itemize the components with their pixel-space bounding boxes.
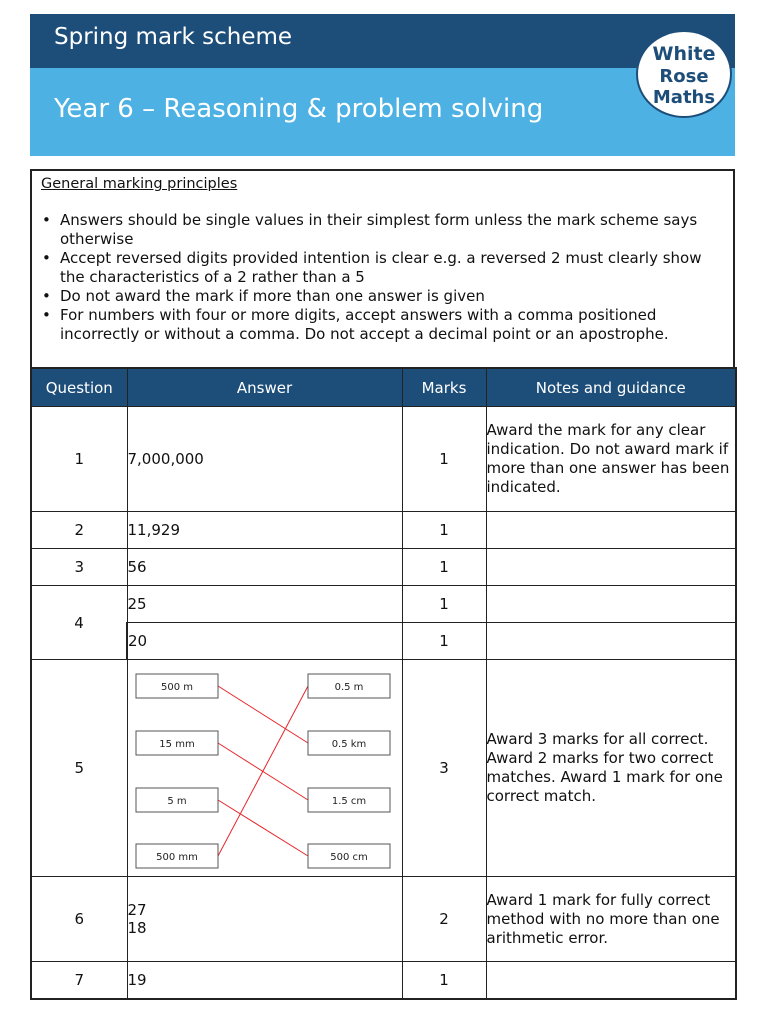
col-header-question: Question xyxy=(31,368,127,407)
marks-cell: 3 xyxy=(402,660,486,877)
marks-cell: 1 xyxy=(402,623,486,660)
logo-line-3: Maths xyxy=(652,87,716,108)
matching-diagram xyxy=(128,661,403,876)
question-number: 1 xyxy=(31,407,127,512)
question-number: 5 xyxy=(31,660,127,877)
table-row xyxy=(31,407,736,512)
page-subtitle: Year 6 – Reasoning & problem solving xyxy=(54,94,544,124)
right-box-label: 500 cm xyxy=(329,851,368,863)
logo-line-1: White xyxy=(652,43,716,65)
table-row xyxy=(31,660,736,877)
notes-cell xyxy=(486,549,736,586)
answer-cell: 11,929 xyxy=(127,512,402,549)
notes-cell: Award 3 marks for all correct. Award 2 marks for two correct matches. Award 1 mark for one correct match. xyxy=(486,660,736,877)
question-number: 4 xyxy=(31,586,127,660)
answer-cell xyxy=(127,877,402,962)
question-number: 2 xyxy=(31,512,127,549)
right-box-label: 0.5 km xyxy=(331,738,366,750)
principles-list xyxy=(40,211,724,344)
table-row xyxy=(31,962,736,999)
question-number: 7 xyxy=(31,962,127,999)
right-box-label: 0.5 m xyxy=(334,681,363,693)
answer-line-2: 18 xyxy=(127,919,147,937)
match-line xyxy=(218,686,308,856)
notes-cell xyxy=(486,623,736,660)
principle-item: • Do not award the mark if more than one answer is given xyxy=(40,287,724,306)
principle-item: • Accept reversed digits provided intention is clear e.g. a reversed 2 must clearly show the characteristics of a 2 rather than a 5 xyxy=(40,249,724,287)
answer-cell: 20 xyxy=(127,623,402,660)
mark-scheme-table xyxy=(30,367,737,1000)
white-rose-maths-logo xyxy=(636,30,732,118)
answer-cell: 7,000,000 xyxy=(127,407,402,512)
marks-cell: 1 xyxy=(402,549,486,586)
principle-item: • Answers should be single values in their simplest form unless the mark scheme says otherwise xyxy=(40,211,724,249)
notes-cell: Award 1 mark for fully correct method with no more than one arithmetic error. xyxy=(486,877,736,962)
marks-cell: 1 xyxy=(402,962,486,999)
principle-item: • For numbers with four or more digits, accept answers with a comma positioned incorrectly or without a comma. Do not accept a decimal point or an apostrophe. xyxy=(40,306,724,344)
answer-cell: 19 xyxy=(127,962,402,999)
principles-title: General marking principles xyxy=(41,176,238,192)
answer-cell: 56 xyxy=(127,549,402,586)
page-title: Spring mark scheme xyxy=(54,24,293,50)
marks-cell: 1 xyxy=(402,586,486,623)
table-row xyxy=(31,512,736,549)
marks-cell: 2 xyxy=(402,877,486,962)
table-row xyxy=(31,623,736,660)
col-header-notes: Notes and guidance xyxy=(486,368,736,407)
question-number: 3 xyxy=(31,549,127,586)
col-header-answer: Answer xyxy=(127,368,402,407)
right-box-label: 1.5 cm xyxy=(331,795,366,807)
left-box-label: 500 m xyxy=(160,681,193,693)
notes-cell: Award the mark for any clear indication. Do not award mark if more than one answer has been indicated. xyxy=(486,407,736,512)
match-line xyxy=(218,686,308,743)
marks-cell: 1 xyxy=(402,407,486,512)
notes-cell xyxy=(486,586,736,623)
logo-line-2: Rose xyxy=(659,66,709,87)
table-row xyxy=(31,549,736,586)
table-row xyxy=(31,877,736,962)
question-number: 6 xyxy=(31,877,127,962)
match-line xyxy=(218,800,308,856)
answer-cell: 25 xyxy=(127,586,402,623)
table-header-row xyxy=(31,368,736,407)
marks-cell: 1 xyxy=(402,512,486,549)
col-header-marks: Marks xyxy=(402,368,486,407)
general-marking-principles xyxy=(30,169,735,367)
notes-cell xyxy=(486,962,736,999)
left-box-label: 15 mm xyxy=(158,738,195,750)
answer-cell xyxy=(127,660,402,877)
left-box-label: 500 mm xyxy=(155,851,198,863)
answer-line-1: 27 xyxy=(127,901,147,919)
table-row xyxy=(31,586,736,623)
notes-cell xyxy=(486,512,736,549)
left-box-label: 5 m xyxy=(166,795,187,807)
